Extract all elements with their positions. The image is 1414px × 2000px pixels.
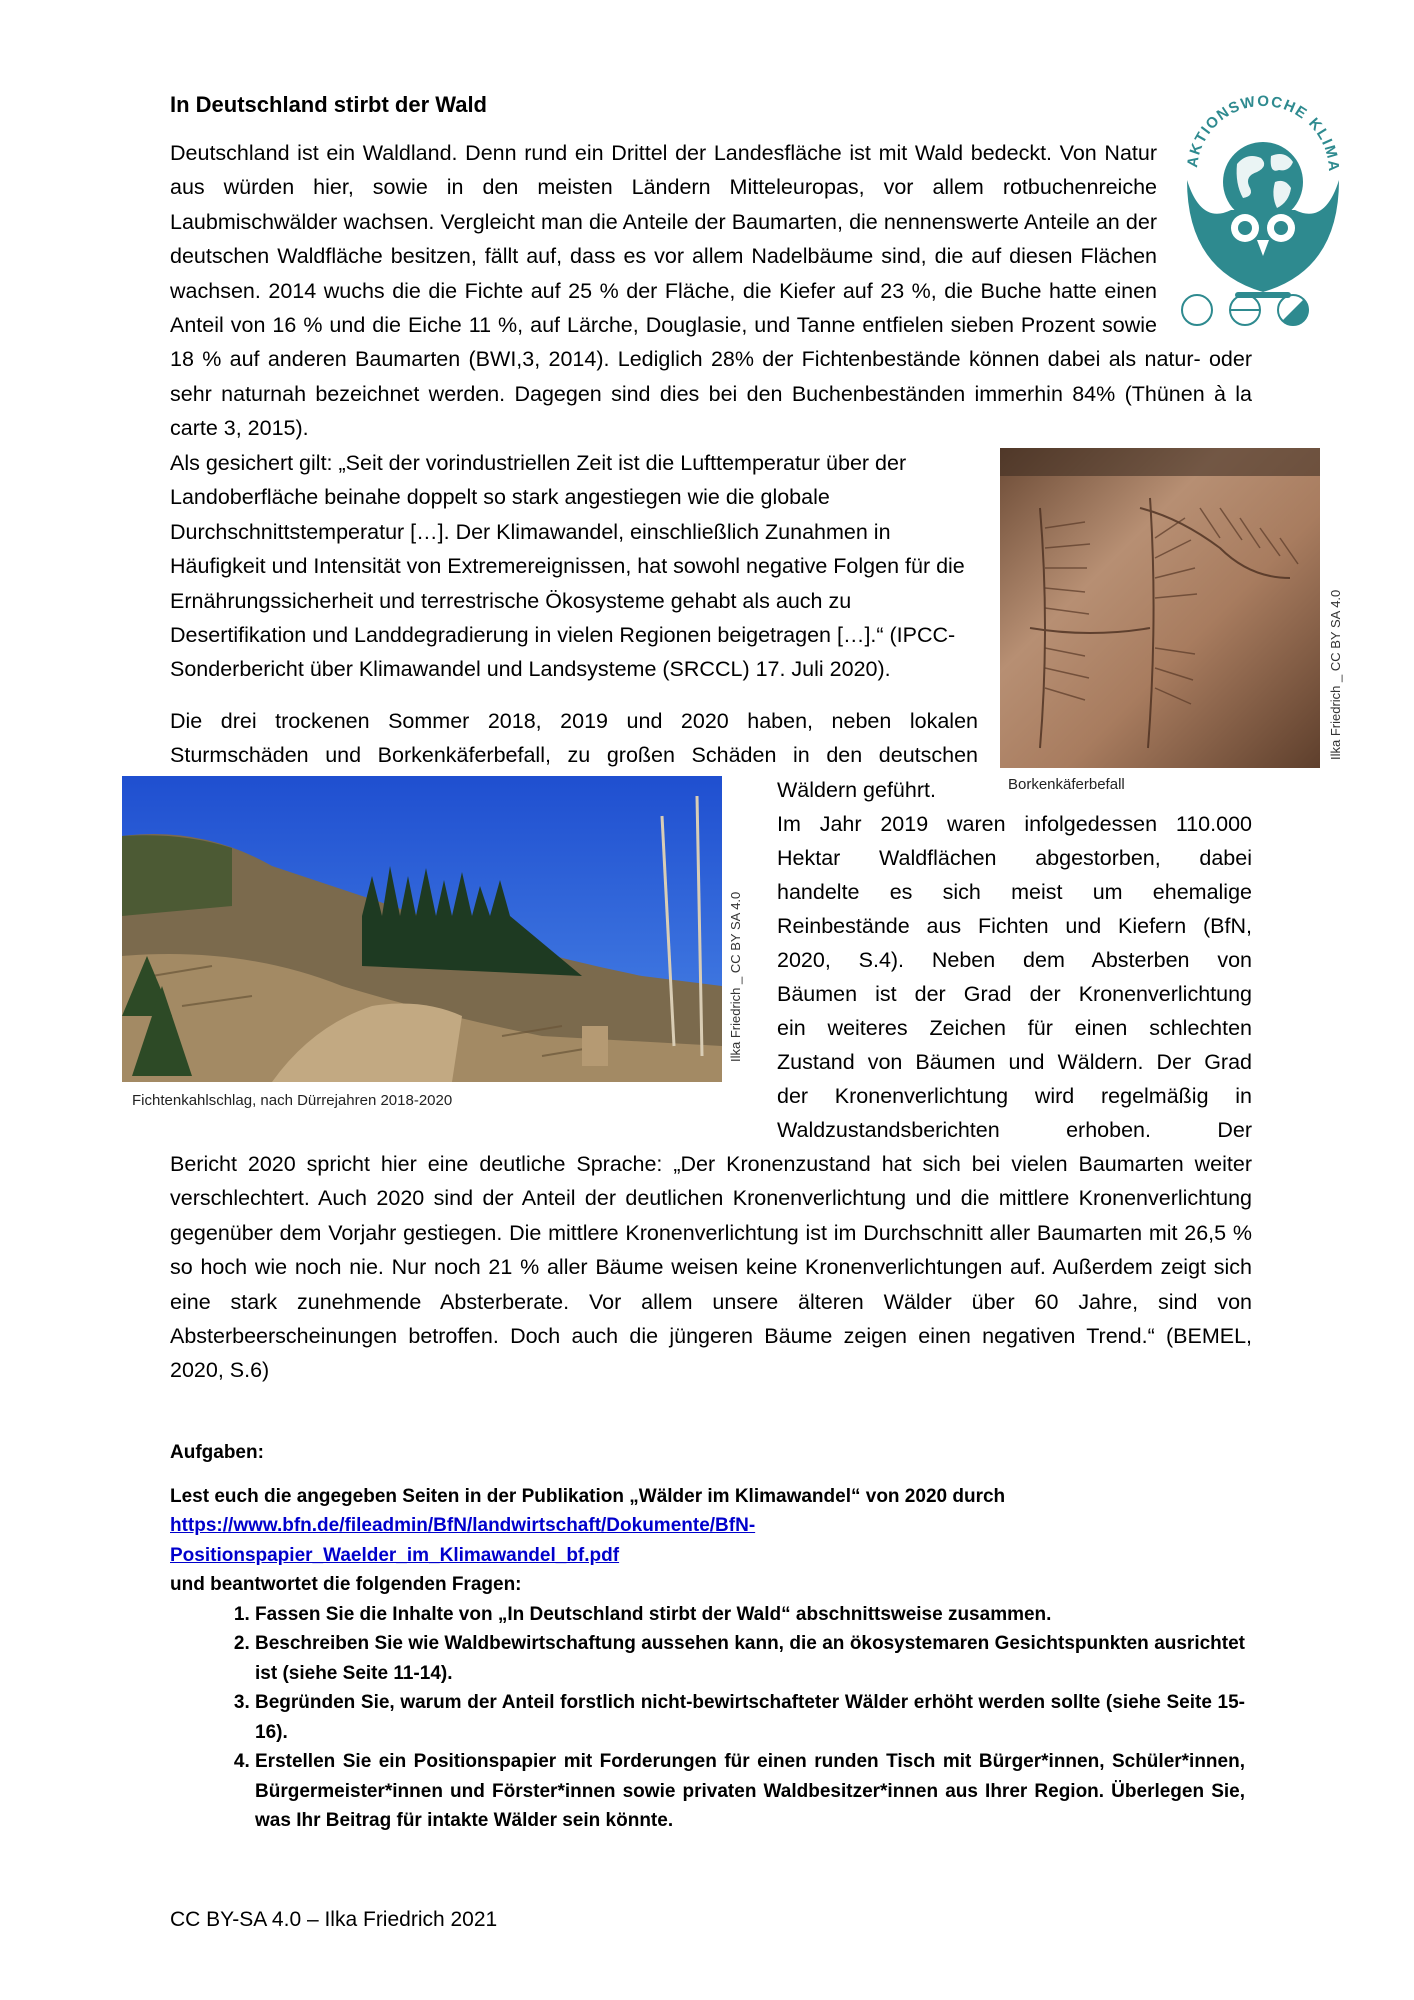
report-paragraph: Bericht 2020 spricht hier eine deutliche Sprache: „Der Kronenzustand hat sich bei vielen Baumarten weiter verschlechtert. Auch 2020 sind der Anteil der deutlichen Kronenverlichtung und die mittlere Kronenverlichtung gegenüber dem Vorjahr gestiegen. Die mittlere Kronenverlichtung ist im Durchschnitt aller Baumarten mit 26,5 % so hoch wie noch nie. Nur noch 21 % aller Bäume weisen keine Kronenverlichtungen auf. Außerdem zeigt sich eine stark zunehmende Absterberate. Vor allem unsere älteren Wälder über 60 Jahre, sind von Absterbeerscheinungen betroffen. Doch auch die jüngeren Bäume zeigen einen negativen Trend.“ (BEMEL, 2020, S.6) [170,1152,1252,1383]
drought-right-line-11: Waldzustandsberichten erhoben. Der [777,1118,1252,1142]
task-item-2: 2. Beschreiben Sie wie Waldbewirtschaftung aussehen kann, die an ökosystemaren Gesichtspunkten ausrichtet ist (siehe Seite 11-14). [255,1629,1245,1688]
drought-right-line-3: Hektar Waldflächen abgestorben, dabei [777,846,1252,870]
page-title: In Deutschland stirbt der Wald [170,92,487,117]
drought-right-line-5: Reinbestände aus Fichten und Kiefern (BfN, [777,914,1252,938]
task-item-4: 4. Erstellen Sie ein Positionspapier mit Forderungen für einen runden Tisch mit Bürger*innen, Schüler*innen, Bürgermeister*innen und Förster*innen sowie privaten Waldbesitzer*innen aus Ihrer Region. Überlegen Sie, was Ihr Beitrag für intakte Wälder sein könnte. [255,1747,1245,1836]
forest-photo-caption: Fichtenkahlschlag, nach Dürrejahren 2018-2020 [132,1092,453,1109]
drought-right-line-9: Zustand von Bäumen und Wäldern. Der Grad [777,1050,1252,1074]
drought-line-1: Die drei trockenen Sommer 2018, 2019 und 2020 haben, neben lokalen [170,709,978,733]
footer-license: CC BY-SA 4.0 – Ilka Friedrich 2021 [170,1908,498,1931]
publication-link-part-1[interactable]: https://www.bfn.de/fileadmin/BfN/landwirtschaft/Dokumente/BfN- [170,1515,756,1536]
ipcc-paragraph: Als gesichert gilt: „Seit der vorindustriellen Zeit ist die Lufttemperatur über der Landoberfläche beinahe doppelt so stark angestiegen wie die globale Durchschnittstemperatur […]. Der Klimawandel, einschließlich Zunahmen in Häufigkeit und Intensität von Extremereignissen, hat sowohl negative Folgen für die Ernährungssicherheit und terrestrische Ökosysteme gehabt als auch zu Desertifikation und Landdegradierung in vielen Regionen beigetragen […].“ (IPCC-Sonderbericht über Klimawandel und Landsysteme (SRCCL) 17. Juli 2020). [170,451,965,682]
task-list [170,1600,1245,1836]
task-item-3: 3. Begründen Sie, warum der Anteil forstlich nicht-bewirtschafteter Wälder erhöht werden sollte (siehe Seite 15-16). [255,1688,1245,1747]
tasks-heading: Aufgaben: [170,1442,264,1463]
tasks-section [170,1438,1245,1836]
drought-right-line-8: ein weiteres Zeichen für einen schlechten [777,1016,1252,1040]
bark-photo-credit: Ilka Friedrich _ CC BY SA 4.0 [1328,589,1343,760]
forest-photo-credit: Ilka Friedrich _ CC BY SA 4.0 [728,891,743,1062]
drought-right-line-10: der Kronenverlichtung wird regelmäßig in [777,1084,1252,1108]
tasks-outro: und beantwortet die folgenden Fragen: [170,1574,522,1595]
bark-photo-caption: Borkenkäferbefall [1008,776,1125,793]
drought-right-line-4: handelte es sich meist um ehemalige [777,880,1252,904]
intro-paragraph: Deutschland ist ein Waldland. Denn rund ein Drittel der Landesfläche ist mit Wald bedeckt. Von Natur aus würden hier, sowie in den meisten Ländern Mitteleuropas, vor allem rotbuchenreiche Laubmischwälder wachsen. Vergleicht man die Anteile der Baumarten, die nennenswerte Anteile an der deutschen Waldfläche besitzen, fällt auf, dass es vor allem Nadelbäume sind, die auf diesen Flächen wachsen. 2014 wuchs die die Fichte auf 25 % der Fläche, die Kiefer auf 23 %, die Buche hatte einen Anteil von 16 % und die Eiche 11 %, auf Lärche, Douglasie, und Tanne entfielen sieben Prozent sowie 18 % auf anderen Baumarten (BWI,3, 2014). Lediglich 28% der Fichtenbestände können dabei als natur- oder sehr naturnah bezeichnet werden. Dagegen sind dies bei den Buchenbeständen immerhin 84% (Thünen à la carte 3, 2015). [170,141,1252,441]
bark-beetle-photo [1000,448,1320,768]
svg-text:AKTIONSWOCHE KLIMA: AKTIONSWOCHE KLIMA [1183,92,1343,174]
task-item-1: 1. Fassen Sie die Inhalte von „In Deutschland stirbt der Wald“ abschnittsweise zusammen. [255,1600,1245,1630]
drought-right-line-7: Bäumen ist der Grad der Kronenverlichtung [777,982,1252,1006]
drought-line-2: Sturmschäden und Borkenkäferbefall, zu großen Schäden in den deutschen [170,743,978,767]
spruce-clearcut-photo [122,776,722,1082]
drought-right-line-1: Wäldern geführt. [777,778,936,802]
drought-right-line-6: 2020, S.4). Neben dem Absterben von [777,948,1252,972]
drought-right-line-2: Im Jahr 2019 waren infolgedessen 110.000 [777,812,1252,836]
tasks-intro: Lest euch die angegeben Seiten in der Publikation „Wälder im Klimawandel“ von 2020 durch [170,1485,1006,1507]
publication-link-part-2[interactable]: Positionspapier_Waelder_im_Klimawandel_bf.pdf [170,1544,620,1566]
